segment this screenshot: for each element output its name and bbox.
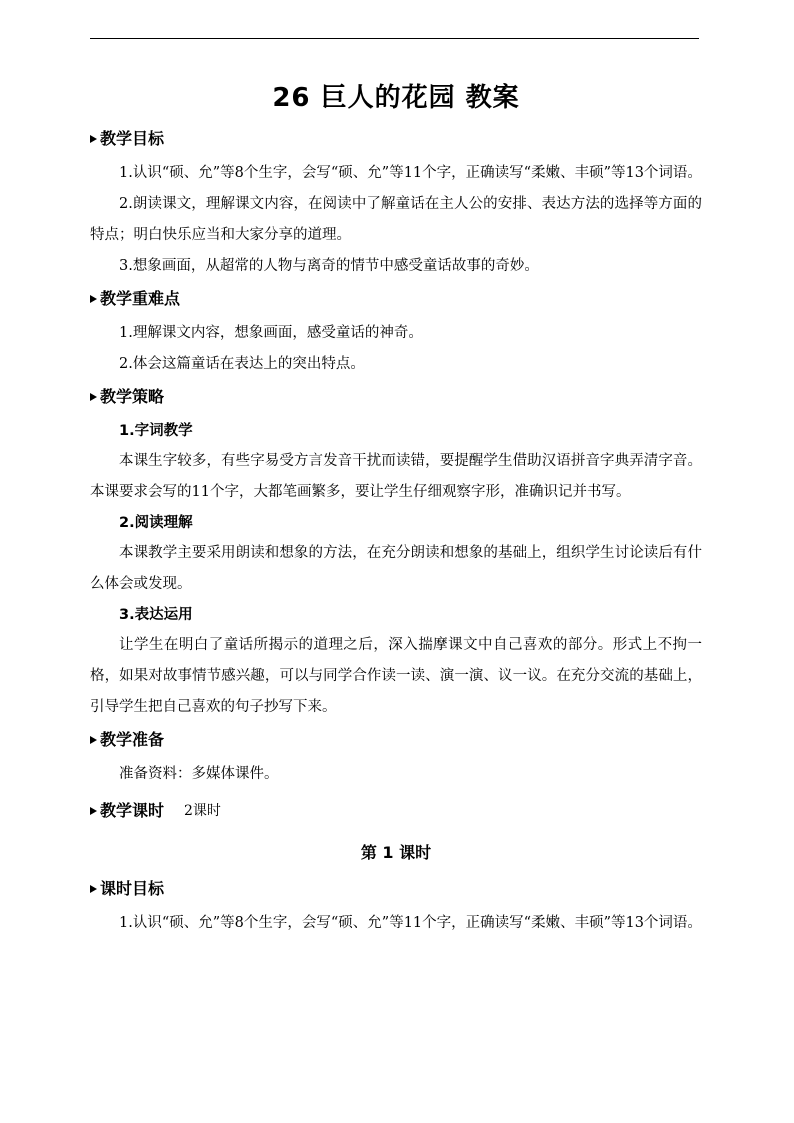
triangle-bullet-icon [90, 807, 97, 815]
key-point-item: 2.体会这篇童话在表达上的突出特点。 [119, 356, 365, 372]
triangle-bullet-icon [90, 135, 97, 143]
section-heading-text: 教学策略 [100, 387, 165, 406]
goal-item: 2.朗读课文，理解课文内容，在阅读中了解童话在主人公的安排、表达方法的选择等方面的特点；明白快乐应当和大家分享的道理。 [90, 196, 702, 243]
goal-item: 1.认识“硕、允”等8个生字，会写“硕、允”等11个字，正确读写“柔嫩、丰硕”等13个词语。 [119, 165, 702, 181]
strategy-subheading: 1.字词教学 [119, 423, 193, 439]
strategy-text: 让学生在明白了童话所揭示的道理之后，深入揣摩课文中自己喜欢的部分。形式上不拘一格，如果对故事情节感兴趣，可以与同学合作读一读、演一演、议一议。在充分交流的基础上，引导学生把自己喜欢的句子抄写下来。 [90, 637, 702, 715]
section-heading-text: 教学重难点 [100, 289, 181, 308]
strategy-subheading: 2.阅读理解 [119, 515, 193, 531]
strategy-subheading: 3.表达运用 [119, 607, 193, 623]
section-heading-lesson-goals [90, 874, 702, 904]
section-heading-goals [90, 124, 702, 154]
section-heading-hours [90, 796, 702, 826]
key-point-item: 1.理解课文内容，想象画面，感受童话的神奇。 [119, 325, 423, 341]
goal-item: 3.想象画面，从超常的人物与离奇的情节中感受童话故事的奇妙。 [119, 258, 539, 274]
section-heading-text: 教学课时 [100, 801, 165, 820]
section-heading-text: 教学准备 [100, 730, 165, 749]
triangle-bullet-icon [90, 885, 97, 893]
triangle-bullet-icon [90, 393, 97, 401]
lesson-title: 第 1 课时 [360, 843, 432, 862]
section-heading-text: 教学目标 [100, 129, 165, 148]
hours-value: 2课时 [184, 803, 221, 819]
section-heading-key-points [90, 284, 702, 314]
triangle-bullet-icon [90, 295, 97, 303]
lesson-goal-item: 1.认识“硕、允”等8个生字，会写“硕、允”等11个字，正确读写“柔嫩、丰硕”等13个词语。 [119, 915, 702, 931]
document-title: 26 巨人的花园 教案 [272, 83, 520, 113]
section-heading-strategy [90, 382, 702, 412]
section-heading-prep [90, 725, 702, 755]
document-body [90, 78, 702, 939]
header-rule [90, 38, 699, 39]
strategy-text: 本课生字较多，有些字易受方言发音干扰而读错，要提醒学生借助汉语拼音字典弄清字音。本课要求会写的11个字，大都笔画繁多，要让学生仔细观察字形，准确识记并书写。 [90, 453, 702, 500]
triangle-bullet-icon [90, 736, 97, 744]
strategy-text: 本课教学主要采用朗读和想象的方法，在充分朗读和想象的基础上，组织学生讨论读后有什么体会或发现。 [90, 545, 702, 592]
section-heading-text: 课时目标 [100, 879, 165, 898]
prep-text: 准备资料：多媒体课件。 [119, 766, 279, 782]
